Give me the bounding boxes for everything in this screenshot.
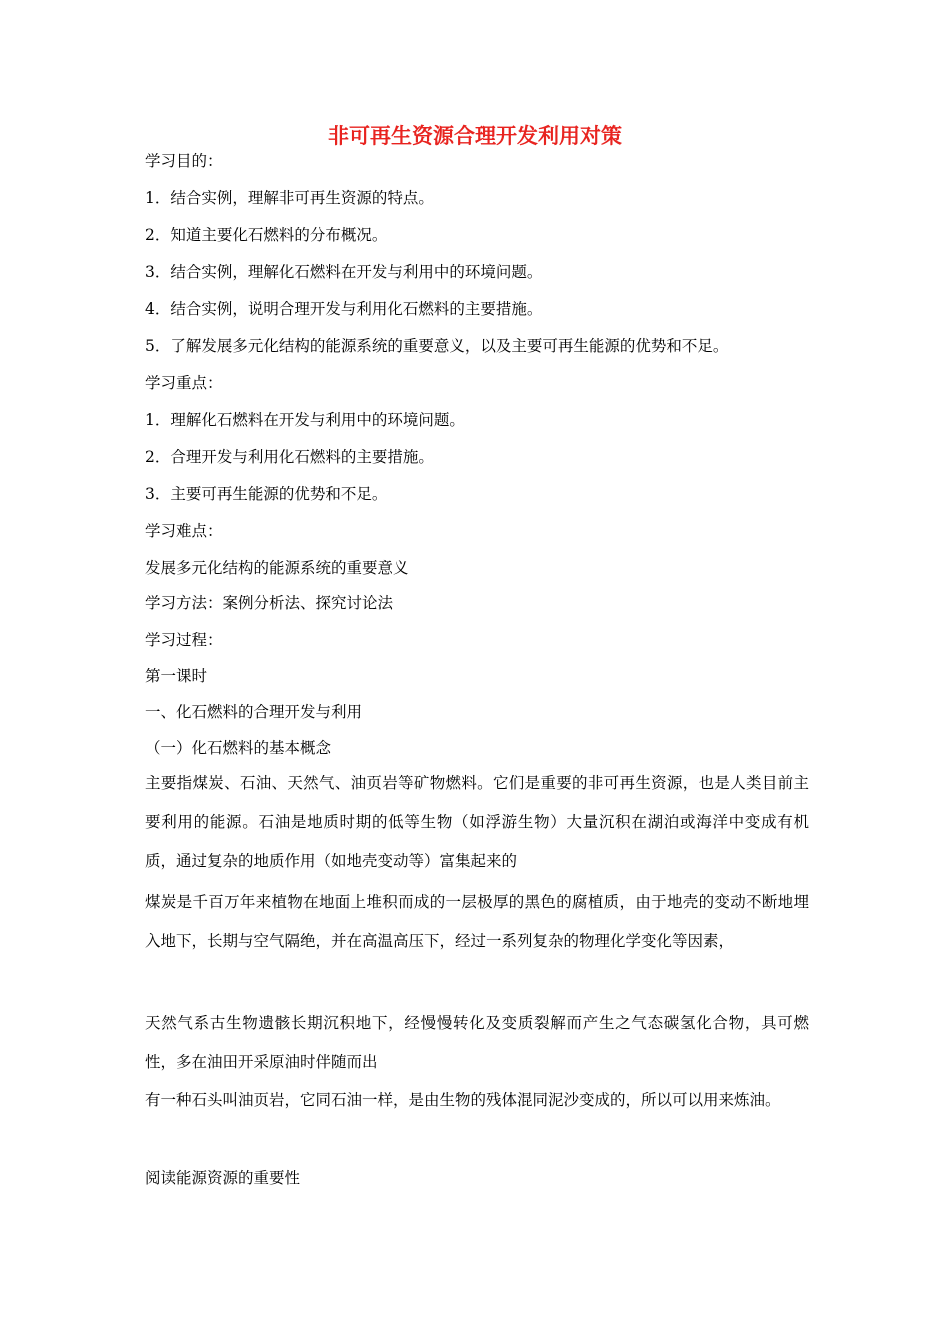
key-point-item-3: 3．主要可再生能源的优势和不足。 [145, 485, 388, 503]
body-paragraph-2: 煤炭是千百万年来植物在地面上堆积而成的一层极厚的黑色的腐植质，由于地壳的变动不断地埋入地下，长期与空气隔绝，并在高温高压下，经过一系列复杂的物理化学变化等因素， [145, 893, 809, 950]
objective-item-2: 2．知道主要化石燃料的分布概况。 [145, 226, 388, 244]
body-paragraph-1: 主要指煤炭、石油、天然气、油页岩等矿物燃料。它们是重要的非可再生资源，也是人类目前主要利用的能源。石油是地质时期的低等生物（如浮游生物）大量沉积在湖泊或海洋中变成有机质，通过复杂的地质作用（如地壳变动等）富集起来的 [145, 774, 809, 870]
difficulties-text: 发展多元化结构的能源系统的重要意义 [145, 559, 409, 577]
difficulties-heading: 学习难点： [145, 522, 223, 540]
key-point-item-1: 1．理解化石燃料在开发与利用中的环境问题。 [145, 411, 465, 429]
objective-item-1: 1．结合实例，理解非可再生资源的特点。 [145, 189, 434, 207]
objective-item-4: 4．结合实例，说明合理开发与利用化石燃料的主要措施。 [145, 300, 543, 318]
subsection-heading: （一）化石燃料的基本概念 [145, 739, 332, 757]
objective-item-3: 3．结合实例，理解化石燃料在开发与利用中的环境问题。 [145, 263, 543, 281]
reading-heading: 阅读能源资源的重要性 [145, 1169, 301, 1187]
lesson-heading: 第一课时 [145, 667, 208, 685]
key-point-item-2: 2．合理开发与利用化石燃料的主要措施。 [145, 448, 434, 466]
process-heading: 学习过程： [145, 631, 223, 649]
key-points-heading: 学习重点： [145, 374, 223, 392]
methods-line: 学习方法：案例分析法、探究讨论法 [145, 594, 394, 612]
section-heading: 一、化石燃料的合理开发与利用 [145, 703, 363, 721]
body-paragraph-4: 有一种石头叫油页岩，它同石油一样，是由生物的残体混同泥沙变成的，所以可以用来炼油。 [145, 1091, 781, 1109]
document-title: 非可再生资源合理开发利用对策 [328, 123, 622, 148]
objectives-heading: 学习目的： [145, 152, 223, 170]
objective-item-5: 5．了解发展多元化结构的能源系统的重要意义，以及主要可再生能源的优势和不足。 [145, 337, 729, 355]
body-paragraph-3: 天然气系古生物遗骸长期沉积地下，经慢慢转化及变质裂解而产生之气态碳氢化合物，具可燃性，多在油田开采原油时伴随而出 [145, 1014, 809, 1071]
